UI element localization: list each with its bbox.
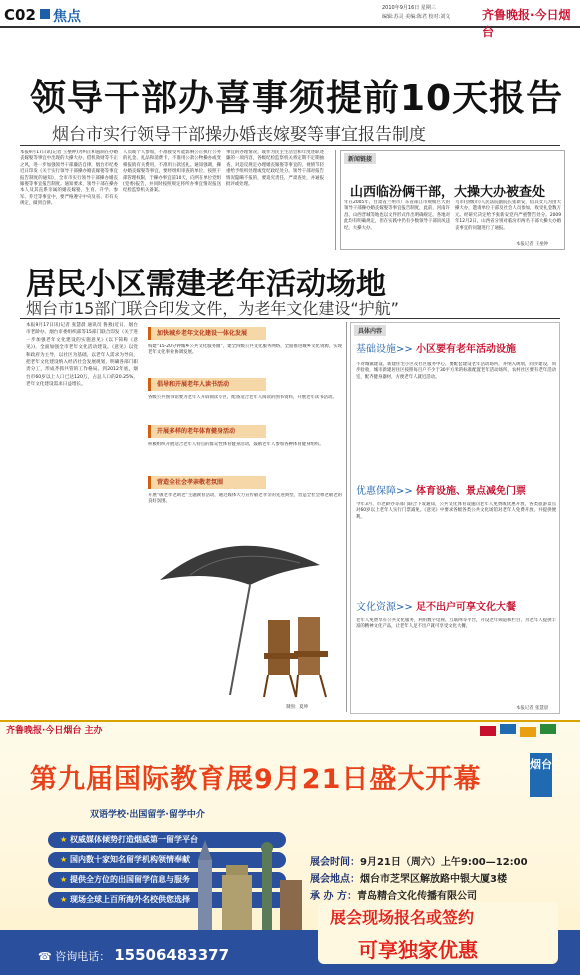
column-divider — [335, 150, 336, 250]
info-value: 9月21日（周六）上午9:00—12:00 — [360, 857, 528, 868]
news-link-tag: 新闻链接 — [344, 153, 376, 164]
subheadline-2: 烟台市15部门联合印发文件，为老年文化建设“护航” — [26, 299, 399, 318]
section-banner: 倡导和开展老年人读书活动 — [148, 378, 266, 391]
news-link-byline: 本报记者 王垒钟 — [516, 242, 549, 247]
divider — [20, 145, 560, 146]
star-icon: ★ — [60, 895, 70, 904]
detail-tag: 具体内容 — [354, 325, 386, 336]
star-icon: ★ — [60, 855, 70, 864]
landmarks-illustration — [188, 820, 308, 930]
section-banner: 加快城乡老年文化建设一体化发展 — [148, 327, 266, 340]
ad-bullet-text: 国内数十家知名留学机构领情奉献 — [69, 855, 190, 864]
news-link-title: 山西临汾俩干部，大操大办被查处 — [350, 185, 546, 200]
info-key: 展会时间： — [310, 857, 360, 868]
ad-subline: 双语学校·出国留学·留学中介 — [90, 810, 205, 820]
banner-text: 积极组织开展适合老年人特点的群众性体育健身活动，鼓励老年人参加各种体育健身组织。 — [148, 442, 324, 447]
info-value: 烟台市芝罘区解放路中银大厦3楼 — [360, 874, 507, 885]
issue-date: 2010年9月16日 星期三 — [382, 5, 436, 11]
ad-bullet-text: 现场全球上百所海外名校供您选择 — [69, 895, 190, 904]
ad-bullet-text: 提供全方位的出国留学信息与服务 — [69, 875, 190, 884]
ad-city-badge: 烟台 — [530, 753, 552, 797]
banner-text: 构建“15-20分钟城乡公共文化服务圈”，建全四级公共文化服务网络，全面推进城乡文化资源，实现老年文化事业协调发展。 — [148, 344, 342, 356]
section-banner: 营造全社会孝亲敬老氛围 — [148, 476, 266, 489]
editors-line: 编辑:苏灵 美编:陈君 校对:刘文 — [382, 14, 451, 20]
ad-cta-line1: 展会现场报名或签约 — [330, 908, 475, 927]
flags-decoration — [470, 722, 570, 752]
detail-text-3: 老年人免费享有公共文化服务，利用数字电视、互联网等平台，开设老年频道和栏目，为老年人提供丰富的精神文化产品，让老年人足不出户就可享受文化大餐。 — [356, 618, 556, 630]
info-key: 承 办 方： — [310, 891, 357, 902]
paper-logo: 齐鲁晚报·今日烟台 — [482, 8, 571, 39]
ad-organizer: 齐鲁晚报·今日烟台 主办 — [6, 726, 103, 736]
ad-headline: 第九届国际教育展9月21日盛大开幕 — [30, 764, 482, 795]
article2-col1: 本报9月17日讯(记者 张慧晨 通讯员 鲁燕)近日，烟台市老龄办、烟台市委组织部等15部门联合印发《关于进一步加强老年文化建设的实施意见》(以下简称《意见》)，全面加强全市老年文化活动建设。《意见》以党和政府为主导，以社区为基础，以老年人需求为导向，把老年文化建设纳入经济社会发展规划，明确各部门职责分工，形成齐抓共管的工作格局。到2012年底，烟台市60岁以上人口已达120万，占总人口的20.25%，老年文化建设需求日益增长。 — [26, 323, 138, 388]
section-label: 优惠保障>> — [356, 486, 413, 497]
detail-section-head — [356, 598, 516, 613]
banner-text: 开展“敬老孝老助老”主题教育活动，通过媒体大力宣传敬老孝亲的先进典型，营造全社会尊老敬老的良好氛围。 — [148, 493, 342, 505]
section-label: 文化资源>> — [356, 602, 413, 613]
article1-col1: 本报9月17日讯(记者 王垒钟)为纠正和遏制在办婚丧嫁娶等事宜中出现的大操大办、借机敛财等不正之风，进一步加强领导干部廉洁自律，烟台市纪委近日印发《关于实行领导干部操办婚丧嫁娶等事宜报告制度的通知》，全市市实行领导干部操办婚丧嫁娶等事宜报告制度。通知要求，领导干部在操办本人及其直系亲属的婚丧嫁娶，生育、升学、参军、乔迁等事宜中，要严格遵守中央及省、市有关规定，做到自律。 — [20, 150, 118, 207]
detail-section-head — [356, 482, 526, 497]
ad-bullet-text: 权威媒体倾势打造烟威第一留学平台 — [69, 835, 198, 844]
info-value: 青岛精合文化传播有限公司 — [356, 891, 477, 902]
ad-cta-line2: 可享独家优惠 — [358, 938, 478, 962]
star-icon: ★ — [60, 875, 70, 884]
divider — [20, 318, 560, 319]
section-title: 足不出户可享文化大餐 — [415, 602, 516, 613]
section-label: 基础设施>> — [356, 344, 413, 355]
column-divider — [346, 322, 347, 712]
photo-credit: 制图：夏坤 — [286, 705, 308, 710]
section-title: 小区要有老年活动设施 — [415, 344, 516, 355]
ad-info-place — [310, 870, 507, 885]
subheadline-1: 烟台市实行领导干部操办婚丧嫁娶等事宜报告制度 — [52, 125, 426, 145]
ad-phone — [38, 946, 229, 964]
section-marker — [40, 9, 50, 19]
section-banner: 开展多样的老年体育健身活动 — [148, 425, 266, 438]
detail-text-1: 不对城镇建设、新建住宅小区及社区服务中心，要配套建设老年活动场所，并纳入规划，同步建设，同步验收，城市新建居住区按照每百户不少于30平方米的标准配置老年活动场所，农村社区要有老年活动室，配齐健身器材，方便老年人就近活动。 — [356, 362, 556, 380]
detail-text-2: 今年3月，市老龄办等部门联合下发通知，公共文化体育设施向老年人免费或优惠开放，各类旅游景点对60岁以上老年人实行门票减免。《意见》中要求各级各类公共文化场馆对老年人免费开放，并提供便利。 — [356, 502, 556, 520]
phone-number: 15506483377 — [114, 946, 230, 964]
phone-icon: ☎ — [38, 950, 56, 963]
article1-col3: 事宜的办理情况，或作为民主生活会和年度述职述廉的一项内容，各级纪检监察机关将定期不定期抽查，对违反规定办理婚丧嫁娶等事宜的，视情节轻重给予组织处理或党纪政纪处分。领导干部对报告情况隐瞒不报的，要追究责任，严肃查处，并通报批评或处理。 — [226, 150, 324, 188]
banner-text: 各级公共图书馆要为老年人开辟阅读专区，配备适合老年人阅读的图书资料，开展老年读书活动。 — [148, 395, 337, 400]
article1-col2: 人员或个人参加，不准接受可能影响公正执行公务的礼金、礼品和消费卡，不准用公款公物操办或变相报销有关费用，不准用公款送礼。通知强调，操办婚丧嫁娶等事宜，要经组织审查的单位，按照干部管理权限，于操办事宜前10天，向所在单位党组(党委)报告，并同时按照规定将所办事宜情况报送纪检监察机关备案。 — [123, 150, 221, 194]
section-name: 焦点 — [53, 9, 81, 25]
news-link-col-a: 年在2005年，甘肃省兰州市广东省部江市规模巨大的领导干部操办婚丧嫁娶等事宜报告制度，此前，河南许昌、山西晋城等地也以文件形式作出明确规定。各地对此均有明确规定，但在实践中仍有少数领导干部顶风违纪，大操大办。 — [344, 200, 450, 231]
news-link-col-b: 乌市(县级市)人民法院副院长张新安，借其女儿为由大操大办，邀请单位干部及社会人员参加，收受礼金数万元。经研究决定给予张新安党内严重警告处分。2009年12月2日，山西省分别对临汾市两名干部大操大办婚丧事宜的问题进行了通报。 — [455, 200, 561, 231]
headline-1: 领导干部办喜事须提前10天报告 — [30, 78, 564, 119]
ad-info-host — [310, 887, 477, 902]
star-icon: ★ — [60, 835, 70, 844]
ad-info-time — [310, 853, 528, 868]
section-title: 体育设施、景点减免门票 — [415, 486, 526, 497]
detail-section-head — [356, 340, 516, 355]
page-number: C02 — [4, 6, 36, 24]
detail-byline: 本报记者 张慧晨 — [516, 706, 549, 711]
info-key: 展会地点： — [310, 874, 360, 885]
umbrella-chairs-illustration — [150, 525, 340, 710]
phone-label: 咨询电话： — [55, 950, 111, 963]
headline-2: 居民小区需建老年活动场地 — [26, 267, 386, 302]
